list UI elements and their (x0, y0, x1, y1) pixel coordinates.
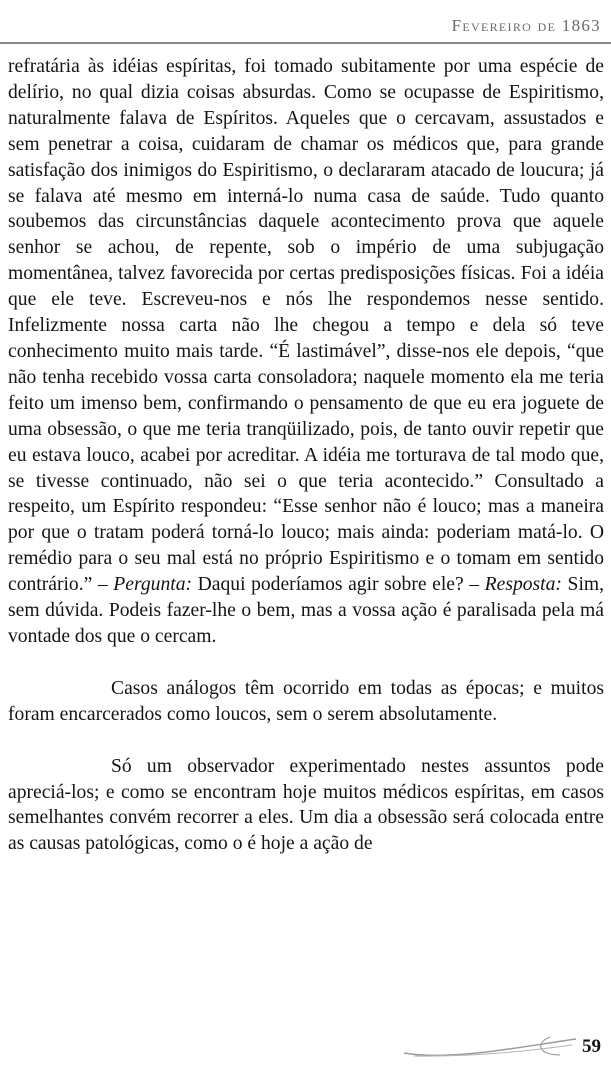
page-body (8, 54, 604, 883)
paragraph-1-text-b: Daqui poderíamos agir sobre ele? – (197, 574, 480, 596)
page-number: 59 (582, 1036, 601, 1057)
running-header: Fevereiro de 1863 (451, 16, 601, 35)
paragraph-1 (8, 54, 604, 650)
paragraph-1-text-c: Sim, sem dúvida. Podeis fazer-lhe o bem, mas a vossa ação é paralisada pela má vontade dos que o cercam. (8, 574, 605, 647)
swoosh-ornament-icon (400, 1033, 580, 1063)
question-label: Pergunta: (113, 574, 193, 596)
header-rule (0, 42, 611, 44)
paragraph-1-text-a: refratária às idéias espíritas, foi tomado subitamente por uma espécie de delírio, no qual dizia coisas absurdas. Como se ocupasse de Espiritismo, naturalmente falava de Espíritos. Aqueles que o cercavam, assustados e sem penetrar a coisa, cuidaram de chamar os médicos que, para grande satisfação dos inimigos do Espiritismo, o declararam atacado de loucura; já se falava até mesmo em interná-lo numa casa de saúde. Tudo quanto soubemos das circunstâncias daquele acontecimento prova que aquele senhor se achou, de repente, sob o império de uma subjugação momentânea, talvez favorecida por certas predisposições físicas. Foi a idéia que ele teve. Escreveu-nos e nós lhe respondemos nesse sentido. Infelizmente nossa carta não lhe chegou a tempo e dela só teve conhecimento muito mais tarde. “É lastimável”, disse-nos ele depois, “que não tenha recebido vossa carta consoladora; naquele momento ela me teria feito um imenso bem, confirmando o pensamento de que eu era joguete de uma obsessão, o que me teria tranqüilizado, pois, de tanto ouvir repetir que eu estava louco, acabei por acreditar. A idéia me torturava de tal modo que, se tivesse continuado, não sei o que teria acontecido.” Consultado a respeito, um Espírito respondeu: “Esse senhor não é louco; mas a maneira por que o tratam poderá torná-lo louco; mais ainda: poderiam matá-lo. O remédio para o seu mal está no próprio Espiritismo e o tomam em sentido contrário.” – (8, 56, 604, 596)
answer-label: Resposta: (484, 574, 562, 596)
paragraph-3: Só um observador experimentado nestes assuntos pode apreciá-los; e como se encontram hoje muitos médicos espíritas, em casos semelhantes convém recorrer a eles. Um dia a obsessão será colocada entre as causas patológicas, como o é hoje a ação de (8, 755, 604, 855)
paragraph-2: Casos análogos têm ocorrido em todas as épocas; e muitos foram encarcerados como loucos, sem o serem absolutamente. (8, 677, 604, 725)
